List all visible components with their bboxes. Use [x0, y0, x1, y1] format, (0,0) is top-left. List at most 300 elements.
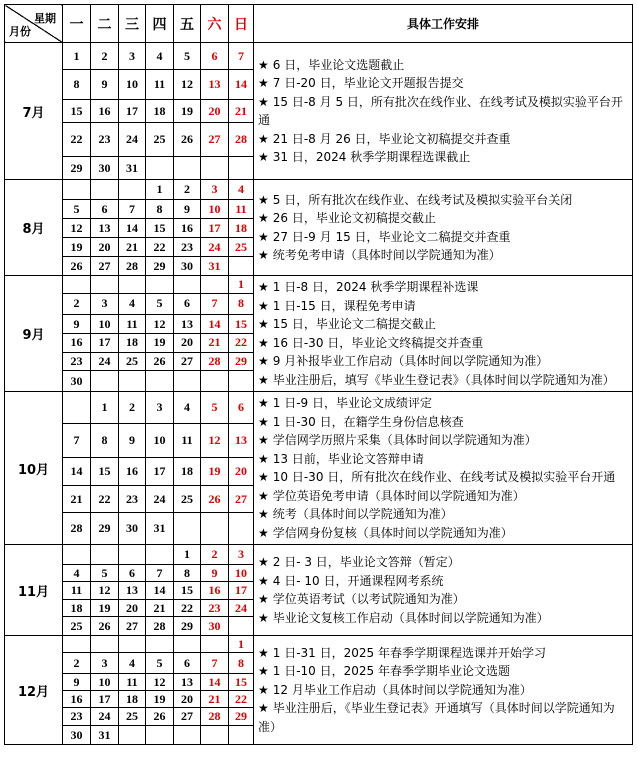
- calendar-day: [174, 513, 201, 545]
- calendar-day: 2: [91, 43, 119, 70]
- calendar-day: 16: [174, 219, 201, 238]
- calendar-day: 1: [229, 636, 254, 653]
- schedule-item: [258, 662, 630, 681]
- calendar-day: 25: [119, 352, 146, 371]
- calendar-day: 13: [201, 70, 229, 100]
- schedule-item-text: 4 日- 10 日，开通课程网考系统: [272, 573, 444, 588]
- calendar-day: 23: [201, 600, 229, 617]
- calendar-day: 15: [229, 674, 254, 691]
- calendar-day: 22: [63, 123, 91, 157]
- calendar-day: 3: [146, 392, 174, 424]
- schedule-item-text: 21 日-8 月 26 日，毕业论文初稿提交并查重: [272, 131, 511, 146]
- calendar-day: 28: [146, 617, 174, 636]
- calendar-day: 29: [229, 352, 254, 371]
- calendar-day: 14: [229, 70, 254, 100]
- calendar-day: 1: [63, 43, 91, 70]
- calendar-day: 27: [201, 123, 229, 157]
- calendar-day: 31: [119, 157, 146, 180]
- calendar-day: 5: [201, 392, 229, 424]
- calendar-day: 25: [174, 486, 201, 513]
- calendar-day: 12: [146, 315, 174, 334]
- calendar-day: 16: [63, 691, 91, 708]
- calendar-day: 22: [174, 600, 201, 617]
- schedule-item-text: 1 日-30 日，在籍学生身份信息核查: [272, 414, 464, 429]
- star-icon: ★: [258, 555, 269, 569]
- calendar-day: 2: [174, 180, 201, 200]
- star-icon: ★: [258, 150, 269, 164]
- month-label: 9月: [5, 276, 63, 392]
- star-icon: ★: [258, 433, 269, 447]
- calendar-day: [201, 726, 229, 745]
- schedule-item: [258, 450, 630, 469]
- calendar-day: 28: [119, 257, 146, 276]
- schedule-item-text: 2 日- 3 日，毕业论文答辩（暂定）: [272, 555, 460, 569]
- schedule-item: [258, 609, 630, 628]
- calendar-day: 20: [174, 333, 201, 352]
- calendar-day: 11: [119, 674, 146, 691]
- calendar-day: 6: [229, 392, 254, 424]
- calendar-day: 29: [63, 157, 91, 180]
- schedule-item: [258, 572, 630, 591]
- calendar-day: 31: [201, 257, 229, 276]
- calendar-day: 19: [146, 691, 174, 708]
- schedule-item-text: 学位英语免考申请（具体时间以学院通知为准）: [272, 488, 525, 503]
- calendar-day: [229, 257, 254, 276]
- schedule-item: [258, 278, 630, 297]
- calendar-day: 14: [63, 457, 91, 486]
- calendar-day: 23: [63, 708, 91, 726]
- star-icon: ★: [258, 592, 269, 606]
- weekday-header-thu: 四: [146, 5, 174, 43]
- schedule-item-text: 1 日-9 日，毕业论文成绩评定: [272, 396, 432, 410]
- calendar-day: [63, 392, 91, 424]
- schedule-item-text: 26 日，毕业论文初稿提交截止: [272, 211, 436, 225]
- star-icon: ★: [258, 280, 269, 294]
- calendar-day: [119, 371, 146, 392]
- calendar-day: 28: [201, 708, 229, 726]
- calendar-day: 20: [229, 457, 254, 486]
- schedule-item: [258, 505, 630, 524]
- schedule-item: [258, 524, 630, 543]
- star-icon: ★: [258, 470, 269, 484]
- schedule-item: [258, 553, 630, 572]
- schedule-item: [258, 468, 630, 487]
- calendar-day: 3: [229, 545, 254, 565]
- calendar-day: 29: [229, 708, 254, 726]
- schedule-item-text: 统考免考申请（具体时间以学院通知为准）: [272, 248, 501, 262]
- schedule-item-text: 1 日-10 日，2025 年春季学期毕业论文选题: [272, 664, 510, 679]
- schedule-item-text: 毕业注册后，《毕业生登记表》开通填写（具体时间以学院通知为准）: [258, 701, 615, 734]
- schedule-item: [258, 487, 630, 506]
- calendar-day: 27: [119, 617, 146, 636]
- calendar-day: [146, 636, 174, 653]
- schedule-item: [258, 56, 630, 75]
- calendar-day: 14: [201, 315, 229, 334]
- calendar-day: [63, 545, 91, 565]
- calendar-day: 26: [201, 486, 229, 513]
- calendar-day: 16: [63, 333, 91, 352]
- calendar-day: 13: [174, 315, 201, 334]
- calendar-day: 18: [174, 457, 201, 486]
- calendar-day: 17: [146, 457, 174, 486]
- star-icon: ★: [258, 414, 269, 429]
- star-icon: ★: [258, 354, 269, 368]
- schedule-notes: [254, 636, 633, 745]
- calendar-day: 8: [91, 423, 119, 457]
- month-label: 7月: [5, 43, 63, 180]
- schedule-item: [258, 431, 630, 450]
- calendar-day: 21: [229, 100, 254, 123]
- schedule-item: [258, 191, 630, 210]
- star-icon: ★: [258, 701, 269, 716]
- schedule-item-text: 12 月毕业工作启动（具体时间以学院通知为准）: [272, 682, 532, 697]
- calendar-day: 3: [201, 180, 229, 200]
- calendar-day: 26: [146, 708, 174, 726]
- calendar-day: 7: [146, 565, 174, 582]
- week-row: [5, 180, 633, 200]
- calendar-day: 19: [91, 600, 119, 617]
- schedule-item-text: 5 日，所有批次在线作业、在线考试及模拟实验平台关闭: [272, 192, 573, 207]
- calendar-day: [63, 276, 91, 294]
- calendar-day: 30: [91, 157, 119, 180]
- schedule-item-text: 6 日，毕业论文选题截止: [272, 57, 405, 72]
- star-icon: ★: [258, 573, 269, 588]
- schedule-item-text: 毕业注册后，填写《毕业生登记表》（具体时间以学院通知为准）: [272, 372, 615, 387]
- star-icon: ★: [258, 211, 269, 225]
- calendar-day: 3: [91, 653, 119, 674]
- calendar-day: [229, 157, 254, 180]
- calendar-day: [146, 545, 174, 565]
- calendar-day: 13: [174, 674, 201, 691]
- calendar-day: 23: [174, 238, 201, 257]
- star-icon: ★: [258, 645, 269, 660]
- schedule-notes: [254, 392, 633, 545]
- calendar-day: 21: [63, 486, 91, 513]
- calendar-day: 12: [201, 423, 229, 457]
- schedule-item-text: 9 月补报毕业工作启动（具体时间以学院通知为准）: [272, 354, 549, 368]
- calendar-day: 19: [174, 100, 201, 123]
- calendar-day: 5: [146, 293, 174, 315]
- calendar-day: 11: [174, 423, 201, 457]
- calendar-day: 15: [91, 457, 119, 486]
- calendar-day: 21: [146, 600, 174, 617]
- calendar-day: 6: [174, 293, 201, 315]
- calendar-day: 9: [63, 315, 91, 334]
- weekday-header-fri: 五: [174, 5, 201, 43]
- calendar-day: 15: [63, 100, 91, 123]
- calendar-day: 16: [91, 100, 119, 123]
- calendar-day: 18: [119, 691, 146, 708]
- schedule-item-text: 1 日-15 日，课程免考申请: [272, 298, 416, 313]
- calendar-day: 13: [91, 219, 119, 238]
- calendar-day: 7: [201, 653, 229, 674]
- schedule-item-text: 13 日前，毕业论文答辩申请: [272, 451, 424, 466]
- calendar-day: 11: [146, 70, 174, 100]
- star-icon: ★: [258, 192, 269, 207]
- weekday-header-mon: 一: [63, 5, 91, 43]
- schedule-item-text: 10 日-30 日，所有批次在线作业、在线考试及模拟实验平台开通: [272, 470, 616, 484]
- calendar-day: 5: [91, 565, 119, 582]
- calendar-day: 18: [119, 333, 146, 352]
- calendar-day: 4: [63, 565, 91, 582]
- schedule-item-text: 1 日-31 日，2025 年春季学期课程选课并开始学习: [272, 645, 546, 660]
- star-icon: ★: [258, 298, 269, 313]
- calendar-day: 1: [229, 276, 254, 294]
- schedule-item: [258, 130, 630, 149]
- schedule-item-text: 16 日-30 日，毕业论文终稿提交并查重: [272, 335, 484, 350]
- calendar-day: 11: [229, 200, 254, 219]
- calendar-day: 9: [91, 70, 119, 100]
- calendar-day: 4: [119, 653, 146, 674]
- month-label: 12月: [5, 636, 63, 745]
- calendar-day: 2: [119, 392, 146, 424]
- schedule-item-text: 7 日-20 日，毕业论文开题报告提交: [272, 76, 464, 90]
- calendar-day: 31: [146, 513, 174, 545]
- schedule-item: [258, 209, 630, 228]
- schedule-item-text: 学信网身份复核（具体时间以学院通知为准）: [272, 525, 513, 540]
- calendar-day: [201, 513, 229, 545]
- calendar-day: 24: [229, 600, 254, 617]
- calendar-day: 18: [146, 100, 174, 123]
- calendar-day: 28: [229, 123, 254, 157]
- calendar-day: 27: [229, 486, 254, 513]
- calendar-day: 19: [201, 457, 229, 486]
- calendar-day: [91, 180, 119, 200]
- star-icon: ★: [258, 396, 269, 410]
- calendar-day: 22: [91, 486, 119, 513]
- week-row: [5, 43, 633, 70]
- month-label: 10月: [5, 392, 63, 545]
- calendar-day: [119, 180, 146, 200]
- calendar-day: [119, 276, 146, 294]
- schedule-item: [258, 315, 630, 334]
- schedule-item: [258, 590, 630, 609]
- calendar-day: 10: [201, 200, 229, 219]
- calendar-day: 14: [201, 674, 229, 691]
- calendar-day: 18: [63, 600, 91, 617]
- calendar-day: 12: [174, 70, 201, 100]
- calendar-day: 2: [63, 293, 91, 315]
- calendar-day: 3: [91, 293, 119, 315]
- calendar-day: 26: [91, 617, 119, 636]
- calendar-day: 10: [91, 315, 119, 334]
- calendar-day: 24: [119, 123, 146, 157]
- calendar-day: 30: [119, 513, 146, 545]
- calendar-day: 4: [174, 392, 201, 424]
- calendar-day: [229, 726, 254, 745]
- calendar-day: 1: [146, 180, 174, 200]
- calendar-day: 6: [174, 653, 201, 674]
- star-icon: ★: [258, 229, 269, 244]
- calendar-day: 1: [174, 545, 201, 565]
- calendar-day: 26: [63, 257, 91, 276]
- calendar-day: [119, 636, 146, 653]
- schedule-item-text: 15 日-8 月 5 日，所有批次在线作业、在线考试及模拟实验平台开通: [258, 94, 623, 127]
- calendar-day: 20: [119, 600, 146, 617]
- calendar-day: 23: [119, 486, 146, 513]
- weekday-header-sat: 六: [201, 5, 229, 43]
- week-row: [5, 545, 633, 565]
- calendar-day: [146, 726, 174, 745]
- calendar-day: 22: [146, 238, 174, 257]
- calendar-day: 15: [146, 219, 174, 238]
- calendar-day: 15: [229, 315, 254, 334]
- star-icon: ★: [258, 317, 269, 331]
- calendar-day: 23: [63, 352, 91, 371]
- calendar-day: 8: [146, 200, 174, 219]
- calendar-day: 25: [63, 617, 91, 636]
- calendar-day: 15: [174, 582, 201, 600]
- schedule-item: [258, 334, 630, 353]
- calendar-day: 20: [174, 691, 201, 708]
- calendar-day: 6: [201, 43, 229, 70]
- calendar-day: 14: [146, 582, 174, 600]
- schedule-item: [258, 699, 630, 736]
- calendar-day: 12: [91, 582, 119, 600]
- calendar-day: 6: [91, 200, 119, 219]
- star-icon: ★: [258, 525, 269, 540]
- calendar-day: 13: [119, 582, 146, 600]
- calendar-day: [229, 617, 254, 636]
- calendar-day: [119, 545, 146, 565]
- calendar-day: [174, 371, 201, 392]
- schedule-item: [258, 681, 630, 700]
- calendar-day: 12: [63, 219, 91, 238]
- calendar-day: 3: [119, 43, 146, 70]
- calendar-day: 30: [63, 726, 91, 745]
- calendar-day: [91, 276, 119, 294]
- calendar-day: 22: [229, 691, 254, 708]
- star-icon: ★: [258, 451, 269, 466]
- weekday-axis-label: 星期: [34, 12, 56, 25]
- weekday-header-sun: 日: [229, 5, 254, 43]
- calendar-day: 10: [119, 70, 146, 100]
- weekday-header-wed: 三: [119, 5, 146, 43]
- schedule-item: [258, 148, 630, 167]
- calendar-day: 28: [201, 352, 229, 371]
- calendar-day: 10: [91, 674, 119, 691]
- calendar-day: 5: [174, 43, 201, 70]
- calendar-day: 24: [146, 486, 174, 513]
- star-icon: ★: [258, 94, 269, 109]
- star-icon: ★: [258, 57, 269, 72]
- calendar-day: [229, 371, 254, 392]
- calendar-day: 20: [91, 238, 119, 257]
- calendar-day: 8: [63, 70, 91, 100]
- calendar-day: 16: [119, 457, 146, 486]
- calendar-day: 29: [146, 257, 174, 276]
- calendar-day: [229, 513, 254, 545]
- schedule-item: [258, 352, 630, 371]
- calendar-day: 10: [146, 423, 174, 457]
- schedule-item-text: 统考（具体时间以学院通知为准）: [272, 507, 453, 521]
- month-axis-label: 月份: [9, 25, 31, 38]
- calendar-day: 25: [146, 123, 174, 157]
- month-label: 8月: [5, 180, 63, 276]
- calendar-day: 5: [146, 653, 174, 674]
- star-icon: ★: [258, 335, 269, 350]
- schedule-item: [258, 246, 630, 265]
- calendar-day: [201, 157, 229, 180]
- calendar-day: [201, 371, 229, 392]
- calendar-day: 2: [201, 545, 229, 565]
- star-icon: ★: [258, 248, 269, 262]
- calendar-day: 17: [91, 691, 119, 708]
- schedule-item: [258, 93, 630, 130]
- calendar-day: 25: [229, 238, 254, 257]
- calendar-day: 26: [146, 352, 174, 371]
- calendar-day: 17: [201, 219, 229, 238]
- calendar-day: [91, 545, 119, 565]
- calendar-day: [91, 636, 119, 653]
- calendar-day: 4: [119, 293, 146, 315]
- calendar-day: [63, 636, 91, 653]
- calendar-day: 21: [201, 333, 229, 352]
- schedule-item: [258, 371, 630, 390]
- star-icon: ★: [258, 664, 269, 679]
- calendar-day: 20: [201, 100, 229, 123]
- calendar-day: 21: [201, 691, 229, 708]
- calendar-day: 27: [174, 352, 201, 371]
- schedule-item: [258, 228, 630, 247]
- calendar-day: 4: [229, 180, 254, 200]
- calendar-day: 30: [63, 371, 91, 392]
- calendar-day: 24: [91, 708, 119, 726]
- calendar-day: 17: [229, 582, 254, 600]
- calendar-day: 7: [119, 200, 146, 219]
- weekday-header-tue: 二: [91, 5, 119, 43]
- calendar-day: 30: [201, 617, 229, 636]
- calendar-day: 24: [91, 352, 119, 371]
- star-icon: ★: [258, 507, 269, 521]
- calendar-day: 13: [229, 423, 254, 457]
- star-icon: ★: [258, 131, 269, 146]
- calendar-day: 17: [91, 333, 119, 352]
- calendar-day: [174, 157, 201, 180]
- calendar-day: [174, 726, 201, 745]
- calendar-day: [91, 371, 119, 392]
- calendar-day: 31: [91, 726, 119, 745]
- schedule-item: [258, 297, 630, 316]
- schedule-item-text: 毕业论文复核工作启动（具体时间以学院通知为准）: [272, 610, 549, 625]
- calendar-day: 4: [146, 43, 174, 70]
- calendar-day: [146, 157, 174, 180]
- calendar-day: 27: [91, 257, 119, 276]
- calendar-day: 27: [174, 708, 201, 726]
- calendar-day: 8: [229, 293, 254, 315]
- schedule-item-text: 学位英语考试（以考试院通知为准）: [272, 592, 465, 606]
- calendar-day: 18: [229, 219, 254, 238]
- schedule-notes: [254, 43, 633, 180]
- calendar-day: 21: [119, 238, 146, 257]
- schedule-item-text: 学信网学历照片采集（具体时间以学院通知为准）: [272, 433, 537, 447]
- calendar-day: 5: [63, 200, 91, 219]
- calendar-day: 7: [229, 43, 254, 70]
- calendar-day: 19: [146, 333, 174, 352]
- week-row: [5, 392, 633, 424]
- schedule-notes: [254, 180, 633, 276]
- calendar-day: 2: [63, 653, 91, 674]
- calendar-day: 6: [119, 565, 146, 582]
- week-row: [5, 276, 633, 294]
- week-row: [5, 636, 633, 653]
- calendar-day: 7: [63, 423, 91, 457]
- calendar-day: 8: [229, 653, 254, 674]
- header-row: [5, 5, 633, 43]
- calendar-day: 29: [91, 513, 119, 545]
- calendar-day: 26: [174, 123, 201, 157]
- schedule-item: [258, 413, 630, 432]
